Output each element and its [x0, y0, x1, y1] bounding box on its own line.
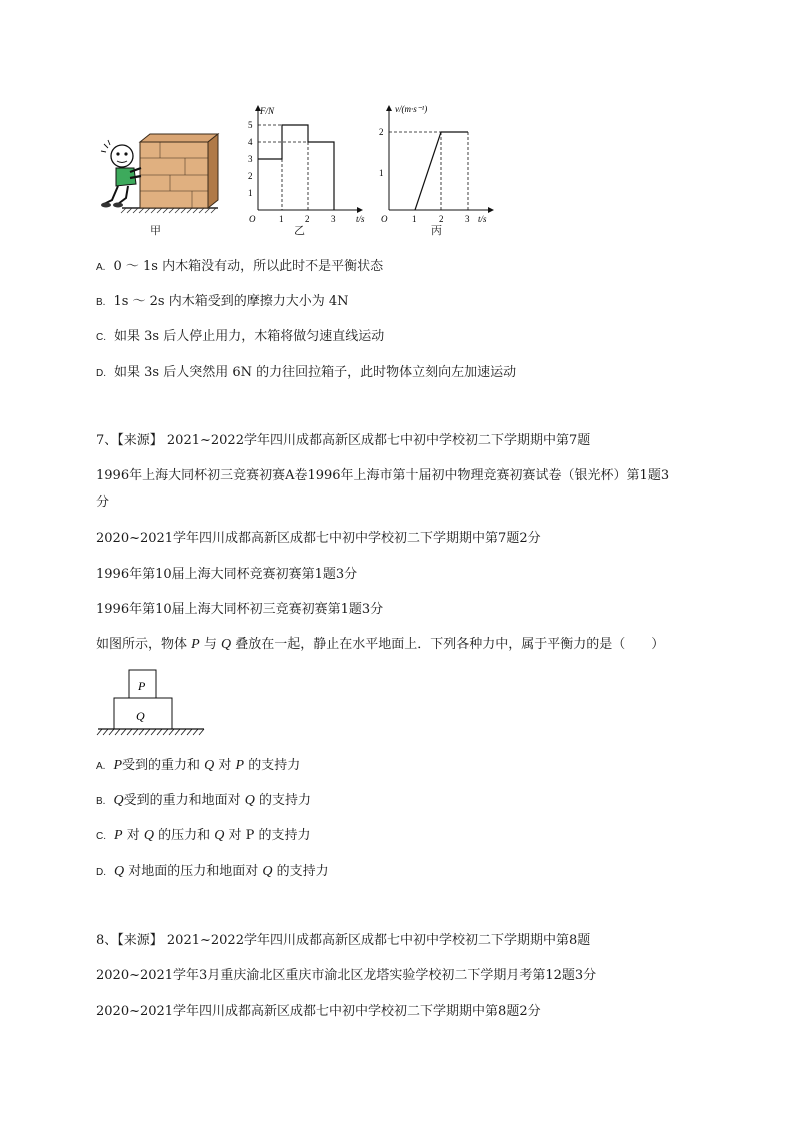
q7-source-4: 1996年第10届上海大同杯初三竞赛初赛第1题3分	[96, 602, 384, 617]
q7-option-a[interactable]: A. P受到的重力和 Q 对 P 的支持力	[96, 758, 301, 773]
figure-jia-label: 甲	[150, 224, 161, 237]
bing-xtick-2: 2	[439, 214, 444, 224]
block-p-label: P	[138, 679, 146, 693]
q7-option-c[interactable]: C. P 对 Q 的压力和 Q 对 P 的支持力	[96, 828, 311, 843]
q6-option-a[interactable]: A. 0 ～ 1s 内木箱没有动，所以此时不是平衡状态	[96, 259, 384, 274]
q8-source-1: 2020~2021学年3月重庆渝北区重庆市渝北区龙塔实验学校初二下学期月考第12题3分	[96, 968, 597, 983]
q7-option-b[interactable]: B. Q受到的重力和地面对 Q 的支持力	[96, 793, 311, 808]
q6-option-b[interactable]: B. 1s ～ 2s 内木箱受到的摩擦力大小为 4N	[96, 294, 349, 309]
q6-option-c[interactable]: C. 如果 3s 后人停止用力，木箱将做匀速直线运动	[96, 329, 385, 344]
bing-xlabel: t/s	[478, 214, 487, 224]
q8-heading: 8、【来源】 2021~2022学年四川成都高新区成都七中初中学校初二下学期期中第8题	[96, 933, 591, 948]
wooden-box	[140, 134, 218, 208]
yi-ytick-2: 2	[248, 171, 253, 181]
bing-ytick-2: 2	[379, 127, 384, 137]
q7-source-1-cont: 分	[96, 495, 110, 510]
bing-origin: O	[381, 214, 388, 224]
bing-xtick-3: 3	[465, 214, 470, 224]
q7-heading: 7、【来源】 2021~2022学年四川成都高新区成都七中初中学校初二下学期期中第7题	[96, 433, 591, 448]
yi-xtick-1: 1	[279, 214, 284, 224]
yi-origin: O	[249, 214, 256, 224]
yi-ytick-5: 5	[248, 120, 253, 130]
yi-xtick-2: 2	[305, 214, 310, 224]
q7-stem: 如图所示，物体 P 与 Q 叠放在一起，静止在水平地面上．下列各种力中，属于平衡力的是（ ）	[96, 637, 665, 652]
bing-ytick-1: 1	[379, 168, 384, 178]
yi-ytick-4: 4	[248, 137, 253, 147]
figure-jia-person-pushing-box	[100, 128, 228, 214]
bing-ylabel: v/(m·s⁻¹)	[395, 104, 428, 114]
q7-option-d[interactable]: D. Q 对地面的压力和地面对 Q 的支持力	[96, 864, 329, 879]
figure-bing-velocity-time-chart	[375, 98, 500, 226]
q7-source-2: 2020~2021学年四川成都高新区成都七中初中学校初二下学期期中第7题2分	[96, 531, 541, 546]
yi-ytick-1: 1	[248, 188, 253, 198]
figure-yi-force-time-chart	[238, 100, 378, 226]
figure-bing-label: 丙	[431, 224, 442, 237]
bing-xtick-1: 1	[412, 214, 417, 224]
yi-ylabel: F/N	[260, 106, 275, 116]
figure-stacked-blocks-p-q	[96, 668, 208, 742]
figure-yi-label: 乙	[294, 224, 305, 237]
block-q-label: Q	[136, 709, 145, 723]
pushing-person	[101, 140, 141, 208]
q8-source-2: 2020~2021学年四川成都高新区成都七中初中学校初二下学期期中第8题2分	[96, 1004, 541, 1019]
yi-xtick-3: 3	[331, 214, 336, 224]
yi-ytick-3: 3	[248, 154, 253, 164]
q7-source-3: 1996年第10届上海大同杯竞赛初赛第1题3分	[96, 567, 358, 582]
q7-source-1: 1996年上海大同杯初三竞赛初赛A卷1996年上海市第十届初中物理竞赛初赛试卷（银光杯）第1题3	[96, 468, 670, 483]
yi-xlabel: t/s	[356, 214, 365, 224]
q6-option-d[interactable]: D. 如果 3s 后人突然用 6N 的力往回拉箱子，此时物体立刻向左加速运动	[96, 365, 517, 380]
